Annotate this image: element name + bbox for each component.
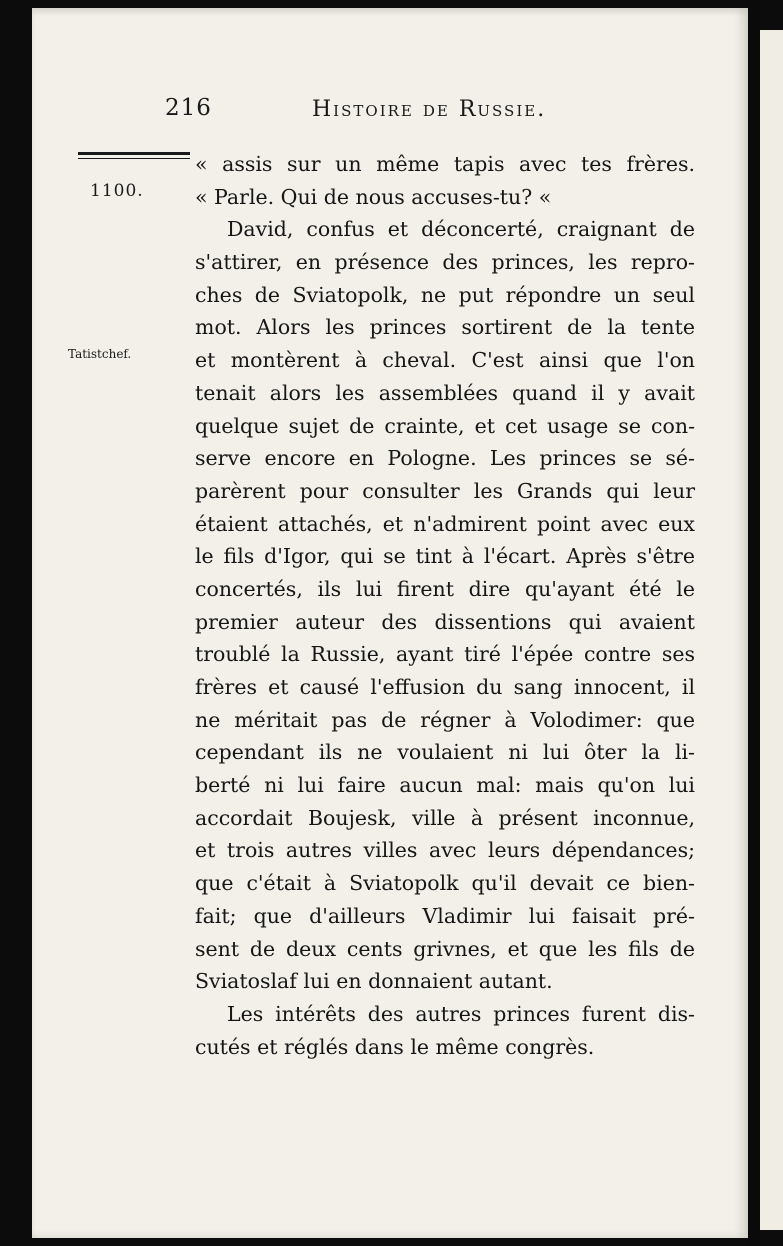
- text-line: cutés et réglés dans le même congrès.: [195, 1034, 595, 1059]
- text-line: le fils d'Igor, qui se tint à l'écart. Après s'être: [195, 544, 695, 569]
- text-line: berté ni lui faire aucun mal: mais qu'on lui: [195, 773, 695, 798]
- body-text: [195, 148, 695, 1063]
- text-line: étaient attachés, et n'admirent point avec eux: [195, 511, 695, 536]
- section-rule: [78, 152, 190, 159]
- text-line: ches de Sviatopolk, ne put répondre un seul: [195, 282, 695, 307]
- text-line: troublé la Russie, ayant tiré l'épée contre ses: [195, 642, 695, 667]
- text-line: parèrent pour consulter les Grands qui leur: [195, 478, 695, 503]
- text-line: premier auteur des dissentions qui avaient: [195, 609, 695, 634]
- text-line: sent de deux cents grivnes, et que les fils de: [195, 936, 695, 961]
- text-line: tenait alors les assemblées quand il y avait: [195, 380, 695, 405]
- text-line: concertés, ils lui firent dire qu'ayant été le: [195, 576, 695, 601]
- page-number: 216: [165, 95, 212, 121]
- margin-year: 1100.: [90, 181, 144, 201]
- facing-page-edge: [760, 30, 783, 1230]
- text-line: Sviatoslaf lui en donnaient autant.: [195, 969, 553, 994]
- text-line: frères et causé l'effusion du sang innocent, il: [195, 675, 695, 699]
- margin-source-note: Tatistchef.: [68, 347, 132, 361]
- text-line: « Parle. Qui de nous accuses-tu? «: [195, 184, 552, 209]
- text-line: que c'était à Sviatopolk qu'il devait ce bien-: [195, 871, 695, 896]
- text-line: cependant ils ne voulaient ni lui ôter la li-: [195, 740, 695, 765]
- text-line: ne méritait pas de régner à Volodimer: que: [195, 707, 695, 732]
- text-line: s'attirer, en présence des princes, les repro-: [195, 250, 695, 275]
- text-line: « assis sur un même tapis avec tes frères.: [195, 152, 695, 176]
- text-line: et trois autres villes avec leurs dépendances;: [195, 838, 695, 863]
- book-gutter: [748, 0, 760, 1246]
- text-line: accordait Boujesk, ville à présent inconnue,: [195, 805, 695, 830]
- text-line: Les intérêts des autres princes furent dis-: [227, 1001, 695, 1026]
- text-line: mot. Alors les princes sortirent de la tente: [195, 315, 695, 340]
- text-line: quelque sujet de crainte, et cet usage se con-: [195, 413, 695, 438]
- running-title: Histoire de Russie.: [312, 97, 547, 122]
- text-line: David, confus et déconcerté, craignant de: [227, 217, 695, 242]
- text-line: et montèrent à cheval. C'est ainsi que l'on: [195, 348, 695, 373]
- text-line: fait; que d'ailleurs Vladimir lui faisait pré-: [195, 903, 695, 928]
- text-line: serve encore en Pologne. Les princes se sé-: [195, 446, 695, 471]
